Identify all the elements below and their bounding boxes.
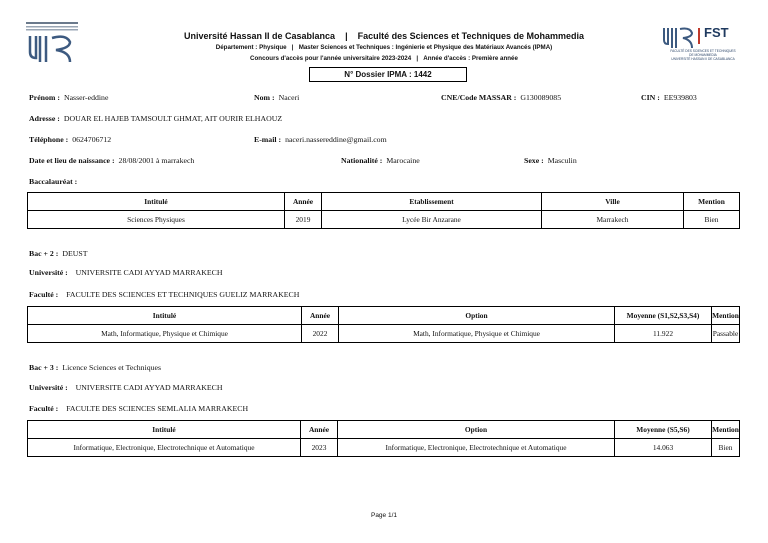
table-cell: Passable [712,325,740,343]
field-sexe: Sexe : Masculin [524,156,577,165]
table-cell: Marrakech [542,211,684,229]
field-cne: CNE/Code MASSAR : G130089085 [441,93,562,102]
table-header-row [28,193,740,211]
field-naissance: Date et lieu de naissance : 28/08/2001 à marrakech [29,156,195,165]
fst-logo-caption: FACULTÉ DES SCIENCES ET TECHNIQUES DE MOHAMMEDIA UNIVERSITÉ HASSAN II DE CASABLANCA [670,49,736,61]
bac3-faculte: Faculté : FACULTE DES SCIENCES SEMLALIA MARRAKECH [29,404,249,413]
table-header-row [28,307,740,325]
column-header: Option [338,421,615,439]
field-nom: Nom : Naceri [254,93,300,102]
column-header: Année [301,421,338,439]
field-prenom: Prénom : Nasser-eddine [29,93,109,102]
bac2-faculte: Faculté : FACULTE DES SCIENCES ET TECHNIQUES GUELIZ MARRAKECH [29,290,300,299]
column-header: Etablissement [322,193,542,211]
field-email: E-mail : naceri.nassereddine@gmail.com [254,135,387,144]
header-title: Université Hassan II de Casablanca | Faculté des Sciences et Techniques de Mohammedia [183,31,585,41]
table-row [28,325,740,343]
table-cell: 14.063 [615,439,712,457]
field-nationalite: Nationalité : Marocaine [341,156,420,165]
column-header: Intitulé [28,421,301,439]
table-cell: 2019 [285,211,322,229]
table-cell: 2023 [301,439,338,457]
field-telephone: Téléphone : 0624706712 [29,135,112,144]
field-cin: CIN : EE939803 [641,93,697,102]
column-header: Intitulé [28,307,302,325]
header-concours: Concours d'accès pour l'année universitaire 2023-2024 | Année d'accès : Première année [250,55,518,62]
section-bac2: Bac + 2 : DEUST [29,249,88,258]
column-header: Option [339,307,615,325]
dossier-number: N° Dossier IPMA : 1442 [309,67,467,82]
table-cell: Bien [712,439,740,457]
bac2-universite: Université : UNIVERSITE CADI AYYAD MARRAKECH [29,268,223,277]
fst-logo-text: FST [704,25,729,40]
bac-table [27,192,740,229]
table-cell: Informatique, Electronique, Electrotechnique et Automatique [28,439,301,457]
table-cell: Informatique, Electronique, Electrotechnique et Automatique [338,439,615,457]
section-bac3: Bac + 3 : Licence Sciences et Techniques [29,363,162,372]
section-bac-title: Baccalauréat : [29,177,78,186]
table-cell: Lycée Bir Anzarane [322,211,542,229]
column-header: Moyenne (S5,S6) [615,421,712,439]
table-row [28,211,740,229]
table-cell: 2022 [302,325,339,343]
column-header: Ville [542,193,684,211]
table-cell: Math, Informatique, Physique et Chimique [28,325,302,343]
column-header: Moyenne (S1,S2,S3,S4) [615,307,712,325]
table-cell: Bien [684,211,740,229]
table-cell: Sciences Physiques [28,211,285,229]
table-cell: 11.922 [615,325,712,343]
table-header-row [28,421,740,439]
column-header: Intitulé [28,193,285,211]
column-header: Année [285,193,322,211]
page-number: Page 1/1 [370,512,398,519]
column-header: Mention [712,307,740,325]
header-subtitle: Département : Physique | Master Sciences et Techniques : Ingénierie et Physique des Matériaux Avancés (IPMA) [215,44,553,51]
table-row [28,439,740,457]
column-header: Mention [712,421,740,439]
bac3-universite: Université : UNIVERSITE CADI AYYAD MARRAKECH [29,383,223,392]
column-header: Mention [684,193,740,211]
fst-logo [662,24,742,64]
bac3-table [27,420,740,457]
table-cell: Math, Informatique, Physique et Chimique [339,325,615,343]
column-header: Année [302,307,339,325]
field-adresse: Adresse : DOUAR EL HAJEB TAMSOULT GHMAT, AIT OURIR ELHAOUZ [29,114,283,123]
bac2-table [27,306,740,343]
